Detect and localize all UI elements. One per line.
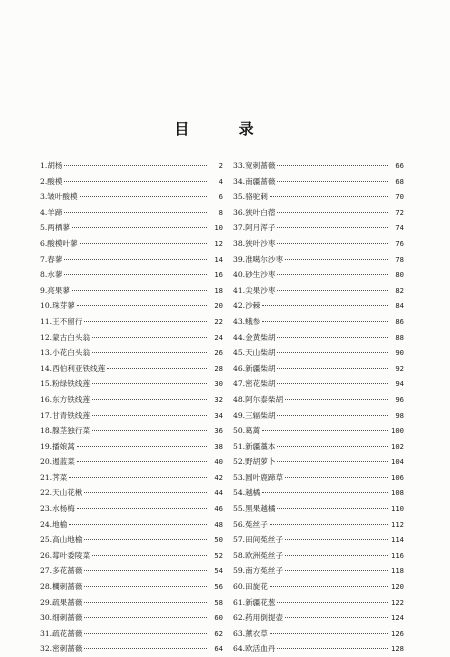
dot-leader (72, 227, 207, 228)
toc-entry (40, 330, 223, 346)
toc-entry-page: 2 (218, 161, 223, 170)
toc-entry-title: 12.蒙古白头翁 (40, 332, 91, 342)
toc-entry (40, 517, 223, 533)
dot-leader (277, 227, 388, 228)
toc-entry-title: 63.薰衣草 (233, 628, 268, 638)
toc-entry-title: 32.密刺蔷薇 (40, 644, 83, 654)
toc-entry-page: 42 (214, 472, 223, 482)
dot-leader (69, 477, 207, 478)
dot-leader (270, 524, 388, 525)
toc-entry-title: 13.小花白头翁 (40, 348, 91, 358)
toc-entry (233, 470, 404, 486)
toc-entry-title: 20.遏蓝菜 (40, 457, 75, 467)
dot-leader (92, 352, 207, 353)
toc-entry-title: 45.天山柴胡 (233, 348, 276, 358)
dot-leader (277, 337, 388, 338)
toc-entry (233, 174, 404, 190)
toc-entry-page: 34 (214, 410, 223, 420)
toc-entry-page: 6 (218, 192, 223, 202)
toc-entry-page: 124 (391, 613, 404, 623)
dot-leader (84, 586, 207, 587)
toc-entry-title: 47.密花柴胡 (233, 379, 276, 389)
dot-leader (80, 196, 207, 197)
dot-leader (84, 602, 207, 603)
toc-entry-page: 128 (391, 644, 404, 654)
toc-entry-title: 30.细刺蔷薇 (40, 613, 83, 623)
dot-leader (77, 305, 207, 306)
toc-entry (233, 563, 404, 579)
dot-leader (270, 586, 388, 587)
dot-leader (277, 446, 388, 447)
toc-entry-title: 19.播娘蒿 (40, 441, 75, 451)
toc-entry-page: 118 (391, 566, 404, 576)
toc-entry-title: 50.葛蓠 (233, 426, 261, 436)
toc-entry-title: 37.阿月浑子 (233, 223, 276, 233)
toc-entry-page: 60 (214, 613, 223, 623)
dot-leader (80, 243, 207, 244)
toc-entry-page: 56 (214, 582, 223, 592)
toc-entry-page: 94 (395, 379, 404, 389)
toc-entry (233, 454, 404, 470)
toc-entry (233, 205, 404, 221)
dot-leader (277, 415, 388, 416)
toc-entry-page: 96 (395, 394, 404, 404)
toc-column-left (40, 158, 223, 657)
toc-entry-page: 116 (391, 550, 404, 560)
toc-entry (40, 626, 223, 642)
toc-entry (40, 470, 223, 486)
toc-entry-page: 62 (214, 628, 223, 638)
dot-leader (285, 477, 388, 478)
dot-leader (277, 352, 388, 353)
toc-entry-page: 92 (395, 363, 404, 373)
toc-entry-page: 80 (395, 270, 404, 280)
dot-leader (92, 415, 207, 416)
toc-entry-page: 40 (214, 457, 223, 467)
dot-leader (277, 461, 388, 462)
toc-entry-page: 82 (395, 285, 404, 295)
toc-entry-page: 68 (395, 176, 404, 186)
toc-entry-page: 16 (214, 270, 223, 280)
toc-entry-page: 72 (395, 207, 404, 217)
dot-leader (285, 539, 388, 540)
toc-entry-page: 32 (214, 394, 223, 404)
dot-leader (64, 212, 207, 213)
toc-entry-page: 8 (218, 207, 223, 217)
toc-entry-title: 26.莓叶委陵菜 (40, 550, 91, 560)
toc-entry (40, 252, 223, 268)
toc-entry (40, 595, 223, 611)
toc-entry-title: 40.砂生沙枣 (233, 270, 276, 280)
toc-entry (40, 220, 223, 236)
toc-entry (233, 330, 404, 346)
toc-entry (233, 626, 404, 642)
toc-entry (233, 548, 404, 564)
toc-entry (233, 485, 404, 501)
toc-entry-page: 18 (214, 285, 223, 295)
toc-entry-title: 18.腺茎独行菜 (40, 426, 91, 436)
dot-leader (107, 368, 207, 369)
toc-entry-page: 46 (214, 504, 223, 514)
toc-entry-page: 54 (214, 566, 223, 576)
toc-entry-title: 41.尖果沙枣 (233, 285, 276, 295)
toc-entry-title: 11.王不留行 (40, 316, 83, 326)
toc-entry-title: 6.酸模叶蓼 (40, 238, 78, 248)
dot-leader (84, 648, 207, 649)
toc-entry-page: 52 (214, 550, 223, 560)
toc-entry-title: 27.多花蔷薇 (40, 566, 83, 576)
toc-entry-title: 22.天山花楸 (40, 488, 83, 498)
toc-entry-page: 10 (214, 223, 223, 233)
dot-leader (84, 633, 207, 634)
dot-leader (64, 274, 207, 275)
dot-leader (262, 305, 388, 306)
toc-entry (40, 236, 223, 252)
toc-entry (40, 563, 223, 579)
toc-entry-page: 50 (214, 535, 223, 545)
toc-entry-title: 39.准噶尔沙枣 (233, 254, 284, 264)
dot-leader (270, 633, 388, 634)
toc-entry-page: 20 (214, 301, 223, 311)
toc-entry-title: 25.高山地榆 (40, 535, 83, 545)
toc-entry (40, 314, 223, 330)
toc-entry (233, 579, 404, 595)
toc-entry-title: 62.药用倒提壶 (233, 613, 284, 623)
toc-entry (40, 439, 223, 455)
toc-entry (40, 376, 223, 392)
dot-leader (277, 212, 388, 213)
toc-entry-title: 57.田间菟丝子 (233, 535, 284, 545)
toc-entry-title: 2.酸模 (40, 176, 63, 186)
toc-entry-page: 104 (391, 457, 404, 467)
dot-leader (84, 570, 207, 571)
dot-leader (262, 430, 388, 431)
toc-entry (40, 267, 223, 283)
toc-entry (233, 220, 404, 236)
toc-entry (233, 283, 404, 299)
toc-entry (40, 610, 223, 626)
toc-entry-title: 49.三辐柴胡 (233, 410, 276, 420)
toc-entry-page: 22 (214, 316, 223, 326)
dot-leader (277, 368, 388, 369)
toc-entry (233, 392, 404, 408)
dot-leader (84, 539, 207, 540)
toc-entry-page: 66 (395, 161, 404, 170)
toc-entry (233, 189, 404, 205)
toc-entry (40, 485, 223, 501)
toc-entry-title: 42.沙棘 (233, 301, 261, 311)
dot-leader (277, 243, 388, 244)
toc-entry (40, 501, 223, 517)
toc-entry-page: 64 (214, 644, 223, 654)
dot-leader (270, 196, 388, 197)
toc-entry-title: 24.地榆 (40, 519, 68, 529)
toc-entry-page: 24 (214, 332, 223, 342)
toc-entry (233, 361, 404, 377)
toc-entry-title: 48.阿尔泰柴胡 (233, 394, 284, 404)
toc-entry-page: 84 (395, 301, 404, 311)
dot-leader (84, 617, 207, 618)
dot-leader (285, 617, 388, 618)
toc-entry-page: 114 (391, 535, 404, 545)
dot-leader (92, 399, 207, 400)
toc-entry (40, 579, 223, 595)
toc-entry-page: 122 (391, 597, 404, 607)
dot-leader (64, 259, 207, 260)
toc-entry-page: 70 (395, 192, 404, 202)
toc-entry-title: 60.田旋花 (233, 582, 268, 592)
toc-entry (233, 423, 404, 439)
toc-entry (233, 345, 404, 361)
toc-entry-page: 58 (214, 597, 223, 607)
toc-entry-title: 44.金黄柴胡 (233, 332, 276, 342)
dot-leader (92, 383, 207, 384)
page-title: 目 录 (174, 120, 276, 138)
toc-entry (233, 252, 404, 268)
toc-entry-page: 36 (214, 426, 223, 436)
toc-entry (233, 314, 404, 330)
toc-entry-page: 44 (214, 488, 223, 498)
dot-leader (277, 181, 388, 182)
toc-entry-page: 26 (214, 348, 223, 358)
dot-leader (92, 555, 207, 556)
toc-entry-page: 100 (391, 426, 404, 436)
toc-entry (233, 267, 404, 283)
toc-entry-title: 29.疏果蔷薇 (40, 597, 83, 607)
toc-entry (233, 439, 404, 455)
toc-entry (40, 174, 223, 190)
dot-leader (72, 290, 207, 291)
toc-entry-page: 12 (214, 238, 223, 248)
toc-entry (233, 408, 404, 424)
toc-entry-title: 23.水杨梅 (40, 504, 75, 514)
toc-entry-title: 3.皱叶酸模 (40, 192, 78, 202)
toc-entry-title: 14.西伯利亚铁线莲 (40, 363, 106, 373)
toc-entry (40, 283, 223, 299)
dot-leader (77, 508, 207, 509)
toc-entry-page: 28 (214, 363, 223, 373)
dot-leader (77, 461, 207, 462)
dot-leader (262, 321, 388, 322)
toc-entry-page: 106 (391, 472, 404, 482)
toc-entry-page: 90 (395, 348, 404, 358)
dot-leader (77, 446, 207, 447)
toc-entry-title: 15.粉绿铁线莲 (40, 379, 91, 389)
toc-entry-page: 76 (395, 238, 404, 248)
toc-entry (40, 158, 223, 174)
dot-leader (64, 165, 207, 166)
toc-entry-title: 35.骆驼刺 (233, 192, 268, 202)
dot-leader (69, 524, 207, 525)
toc-entry (40, 345, 223, 361)
toc-entry-title: 1.胡杨 (40, 161, 63, 170)
toc-entry-page: 30 (214, 379, 223, 389)
toc-entry-title: 61.新疆花葱 (233, 597, 276, 607)
dot-leader (92, 430, 207, 431)
toc-entry-title: 28.櫊刺蔷薇 (40, 582, 83, 592)
toc-entry-title: 7.春蓼 (40, 254, 63, 264)
toc-entry-title: 54.越橘 (233, 488, 261, 498)
toc-entry-title: 38.狭叶沙枣 (233, 238, 276, 248)
toc-entry (40, 298, 223, 314)
toc-entry-title: 64.欧活血丹 (233, 644, 276, 654)
toc-entry-title: 10.珠芽蓼 (40, 301, 75, 311)
toc-entry (233, 236, 404, 252)
toc-entry-page: 108 (391, 488, 404, 498)
toc-entry-page: 88 (395, 332, 404, 342)
toc-entry (40, 361, 223, 377)
toc-entry-title: 34.南疆蔷薇 (233, 176, 276, 186)
toc-entry-title: 5.两栖蓼 (40, 223, 71, 233)
toc-entry (40, 392, 223, 408)
toc-entry-page: 120 (391, 582, 404, 592)
toc-entry (233, 595, 404, 611)
toc-entry-title: 56.菟丝子 (233, 519, 268, 529)
toc-entry-page: 14 (214, 254, 223, 264)
dot-leader (64, 181, 207, 182)
toc-entry-title: 9.亮果蓼 (40, 285, 71, 295)
dot-leader (277, 383, 388, 384)
toc-entry-page: 4 (218, 176, 223, 186)
toc-entry-title: 58.欧洲菟丝子 (233, 550, 284, 560)
toc-column-right (233, 158, 404, 657)
toc-entry-title: 46.新疆柴胡 (233, 363, 276, 373)
dot-leader (277, 165, 388, 166)
dot-leader (285, 399, 388, 400)
dot-leader (285, 259, 388, 260)
toc-entry-page: 86 (395, 316, 404, 326)
dot-leader (285, 555, 388, 556)
toc-entry (40, 423, 223, 439)
toc-entry-title: 36.狭叶白蓿 (233, 207, 276, 217)
toc-entry-title: 31.疏花蔷薇 (40, 628, 83, 638)
dot-leader (277, 602, 388, 603)
dot-leader (262, 492, 388, 493)
toc-entry (233, 610, 404, 626)
toc-entry (233, 376, 404, 392)
toc-entry-title: 21.荠菜 (40, 472, 68, 482)
toc-entry-page: 102 (391, 441, 404, 451)
toc-entry-title: 8.水蓼 (40, 270, 63, 280)
toc-entry (40, 205, 223, 221)
toc-entry-page: 48 (214, 519, 223, 529)
dot-leader (285, 570, 388, 571)
toc-entry (40, 189, 223, 205)
dot-leader (277, 274, 388, 275)
toc-entry-page: 126 (391, 628, 404, 638)
toc-entry (40, 454, 223, 470)
toc-entry-page: 78 (395, 254, 404, 264)
dot-leader (277, 508, 388, 509)
toc-entry (233, 298, 404, 314)
toc-entry-title: 43.蛾参 (233, 316, 261, 326)
dot-leader (84, 492, 207, 493)
toc-entry-title: 33.宽刺蔷薇 (233, 161, 276, 170)
toc-entry-page: 74 (395, 223, 404, 233)
dot-leader (84, 321, 207, 322)
toc-entry-title: 17.甘青铁线莲 (40, 410, 91, 420)
toc-entry (40, 408, 223, 424)
dot-leader (277, 290, 388, 291)
toc-entry-title: 55.黑果越橘 (233, 504, 276, 514)
toc-entry-page: 112 (391, 519, 404, 529)
toc-entry-title: 51.新疆藁本 (233, 441, 276, 451)
toc-entry-title: 59.南方菟丝子 (233, 566, 284, 576)
toc-entry (233, 501, 404, 517)
toc-entry-page: 98 (395, 410, 404, 420)
toc-entry-title: 4.羊蹄 (40, 207, 63, 217)
dot-leader (277, 648, 388, 649)
toc-entry (233, 158, 404, 174)
toc-entry (40, 641, 223, 657)
toc-entry-page: 110 (391, 504, 404, 514)
toc-entry (233, 641, 404, 657)
toc-entry (233, 517, 404, 533)
toc-entry (40, 532, 223, 548)
toc-entry-page: 38 (214, 441, 223, 451)
toc-entry-title: 52.野胡萝卜 (233, 457, 276, 467)
dot-leader (92, 337, 207, 338)
toc-entry (40, 548, 223, 564)
toc-entry-title: 53.圆叶鹿蹄草 (233, 472, 284, 482)
toc-entry (233, 532, 404, 548)
toc-entry-title: 16.东方铁线莲 (40, 394, 91, 404)
